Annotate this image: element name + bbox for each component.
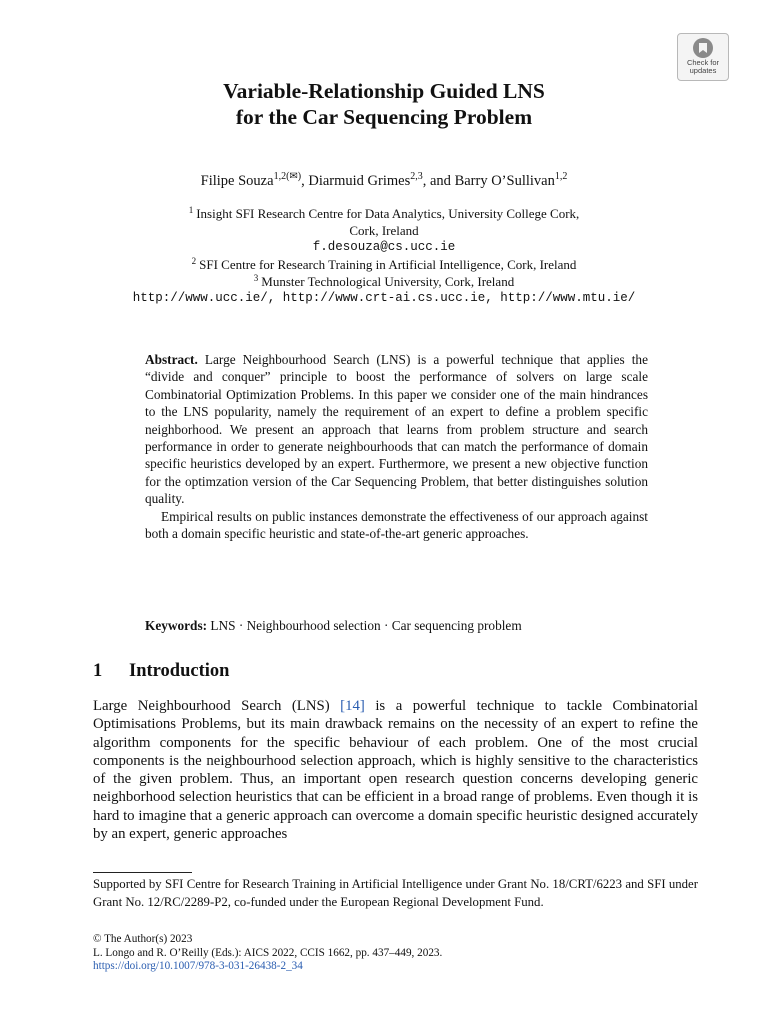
affiliation-urls[interactable]: http://www.ucc.ie/, http://www.crt-ai.cs.ucc.ie, http://www.mtu.ie/ xyxy=(132,291,636,305)
introduction-paragraph xyxy=(93,697,698,843)
affiliation-number: 3 xyxy=(253,272,259,283)
affiliation-2: SFI Centre for Research Training in Artificial Intelligence, Cork, Ireland xyxy=(199,257,577,272)
intro-text-start: Large Neighbourhood Search (LNS) xyxy=(93,698,341,714)
keywords xyxy=(145,617,665,634)
crossmark-icon xyxy=(691,37,715,59)
abstract xyxy=(145,351,648,542)
author-affiliation-marker: 1,2 xyxy=(554,171,568,183)
author-affiliation-marker: 2,3 xyxy=(410,171,423,183)
section-title: Introduction xyxy=(129,661,230,681)
author-name: Filipe Souza xyxy=(200,173,274,189)
keywords-list: LNS · Neighbourhood selection · Car sequencing problem xyxy=(210,618,522,633)
author-email[interactable]: f.desouza@cs.ucc.ie xyxy=(312,240,456,254)
abstract-paragraph-2: Empirical results on public instances demonstrate the effectiveness of our approach against both a domain specific heuristic and state-of-the-art generic approaches. xyxy=(145,508,648,542)
author-separator: , xyxy=(301,173,309,189)
keywords-label: Keywords: xyxy=(145,618,208,633)
affiliation-1-location: Cork, Ireland xyxy=(349,223,419,238)
section-number: 1 xyxy=(93,661,103,681)
abstract-paragraph-1: Large Neighbourhood Search (LNS) is a powerful technique that applies the “divide and conquer” principle to boost the performance of solvers on large scale Combinatorial Optimization Problems. In this paper we consider one of the main hindrances to the LNS popularity, namely the requirement of an expert to define a problem specific neighborhood. We present an approach that learns from problem structure and search performance in order to generate neighbourhoods that can match the performance of domain specific heuristics developed by an expert. Furthermore, we present a new objective function for the optimzation version of the Car Sequencing Problem, that better distinguishes solution quality. xyxy=(145,352,648,507)
citation-line: L. Longo and R. O’Reilly (Eds.): AICS 2022, CCIS 1662, pp. 437–449, 2023. xyxy=(93,946,443,959)
doi-link[interactable]: https://doi.org/10.1007/978-3-031-26438-2_34 xyxy=(93,960,303,972)
author-name: Diarmuid Grimes xyxy=(308,173,411,189)
author-affiliation-marker: 1,2(✉) xyxy=(273,171,302,183)
author-list xyxy=(0,172,768,190)
section-heading xyxy=(93,661,229,682)
citation-link[interactable]: [14] xyxy=(340,698,365,714)
affiliations xyxy=(0,205,768,307)
affiliation-number: 2 xyxy=(191,255,197,266)
badge-line-2: updates xyxy=(689,66,717,75)
copyright-line: © The Author(s) 2023 xyxy=(93,933,193,945)
funding-footnote: Supported by SFI Centre for Research Training in Artificial Intelligence under Grant No. 18/CRT/6223 and SFI under Grant No. 12/RC/2289-P2, co-funded under the European Regional Development Fund. xyxy=(93,877,698,909)
copyright-block xyxy=(93,933,698,974)
intro-text-rest: is a powerful technique to tackle Combinatorial Optimisations Problems, but its main drawback remains on the necessity of an expert to refine the algorithm components for the specific behaviour of each problem. One of the most crucial components is the neighbourhood selection approach, which is highly sensitive to the characteristics of the given problem. Thus, an important open research question concerns developing generic neighborhood selection heuristics that can be efficient in a broad range of problems. Even though it is hard to imagine that a generic approach can overcome a domain specific heuristic designed accurately by an expert, generic approaches xyxy=(93,698,698,843)
title-line-2: for the Car Sequencing Problem xyxy=(235,105,533,129)
author-separator: , and xyxy=(422,173,455,189)
check-for-updates-badge[interactable] xyxy=(677,33,729,81)
affiliation-number: 1 xyxy=(188,204,194,215)
abstract-label: Abstract. xyxy=(145,352,198,367)
paper-title xyxy=(0,78,768,130)
badge-line-1: Check for xyxy=(686,58,720,67)
affiliation-1: Insight SFI Research Centre for Data Analytics, University College Cork, xyxy=(196,206,580,221)
title-line-1: Variable-Relationship Guided LNS xyxy=(223,79,545,103)
footnote-divider xyxy=(93,872,192,873)
affiliation-3: Munster Technological University, Cork, Ireland xyxy=(261,274,515,289)
author-name: Barry O’Sullivan xyxy=(454,173,555,189)
